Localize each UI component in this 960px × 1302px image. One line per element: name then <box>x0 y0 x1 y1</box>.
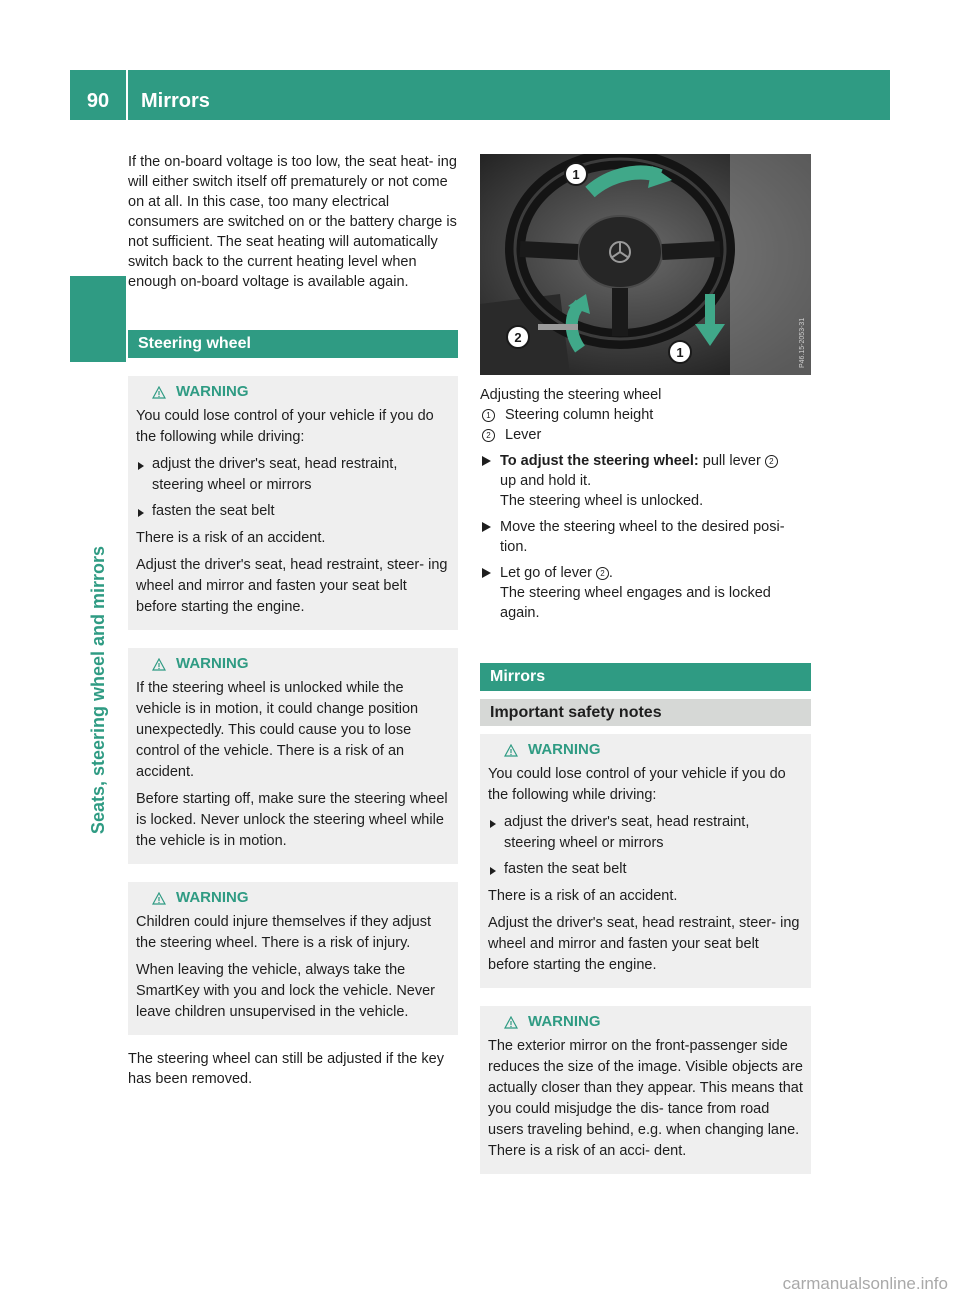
legend-text: Steering column height <box>505 407 654 423</box>
left-column <box>128 152 458 1089</box>
instruction-step <box>480 563 811 623</box>
right-column <box>480 154 811 1174</box>
bullet-item: adjust the driver's seat, head restraint, steering wheel or mirrors <box>488 812 803 854</box>
callout-1-bottom-label: 1 <box>676 345 684 360</box>
warning-triangle-icon <box>152 386 166 399</box>
page-title: Mirrors <box>141 90 210 112</box>
warning-text: Children could injure themselves if they adjust the steering wheel. There is a risk of injury. <box>136 914 431 951</box>
legend-item <box>480 405 811 425</box>
callout-1-top-label: 1 <box>572 167 580 182</box>
warning-text: You could lose control of your vehicle if you do the following while driving: <box>136 408 434 445</box>
warning-bullets <box>488 812 803 880</box>
warning-text: Before starting off, make sure the steering wheel is locked. Never unlock the steering wheel while the vehicle is in motion. <box>136 791 448 849</box>
step-text: Move the steering wheel to the desired posi- tion. <box>500 519 785 555</box>
steering-wheel-illustration <box>480 154 811 375</box>
warning-triangle-icon <box>152 658 166 671</box>
steering-wheel-figure <box>480 154 811 375</box>
chapter-title: Seats, steering wheel and mirrors <box>88 545 108 835</box>
step-heading: To adjust the steering wheel: <box>500 453 699 469</box>
warning-triangle-icon <box>152 892 166 905</box>
warning-triangle-icon <box>504 1016 518 1029</box>
legend-number: 2 <box>482 429 495 442</box>
instruction-step <box>480 451 811 511</box>
warning-header <box>488 740 803 760</box>
subsection-heading-safety: Important safety notes <box>480 699 811 726</box>
bullet-item: fasten the seat belt <box>488 859 803 880</box>
legend-text: Lever <box>505 427 542 443</box>
warning-text: There is a risk of an accident. <box>136 530 326 546</box>
step-text: Let go of lever <box>500 565 596 581</box>
intro-paragraph: If the on-board voltage is too low, the seat heat- ing will either switch itself off prematurely or not come on at all. In this case, too many electrical consumers are switched on or the battery charge is not sufficient. The seat heating will automatically switch back to the current heating level when enough on-board voltage is available again. <box>128 154 457 290</box>
warning-title: WARNING <box>176 889 249 906</box>
section-heading-mirrors: Mirrors <box>480 663 811 691</box>
warning-title: WARNING <box>176 655 249 672</box>
step-text: . <box>608 565 613 581</box>
warning-title: WARNING <box>176 383 249 400</box>
warning-title: WARNING <box>528 741 601 758</box>
warning-title: WARNING <box>528 1013 601 1030</box>
step-arrow-icon <box>482 456 491 466</box>
step-result: The steering wheel is unlocked. <box>500 493 704 509</box>
bullet-item: fasten the seat belt <box>136 501 450 522</box>
warning-triangle-icon <box>504 744 518 757</box>
figure-code: P46.15-2053-31 <box>799 317 806 368</box>
warning-header <box>136 888 450 908</box>
header-divider <box>126 70 128 120</box>
warning-header <box>488 1012 803 1032</box>
step-text: pull lever <box>698 453 765 469</box>
warning-text: There is a risk of an accident. <box>488 888 678 904</box>
section-heading-steering-wheel: Steering wheel <box>128 330 458 358</box>
step-arrow-icon <box>482 568 491 578</box>
inline-number: 2 <box>596 567 609 580</box>
warning-text: Adjust the driver's seat, head restraint, steer- ing wheel and mirror and fasten your seat belt before starting the engine. <box>488 915 800 973</box>
warning-header <box>136 654 450 674</box>
warning-text: If the steering wheel is unlocked while the vehicle is in motion, it could change position unexpectedly. This could cause you to lose control of the vehicle. There is a risk of an accident. <box>136 680 419 780</box>
callout-2-label: 2 <box>514 330 522 345</box>
legend-number: 1 <box>482 409 495 422</box>
step-arrow-icon <box>482 522 491 532</box>
warning-box <box>128 882 458 1035</box>
warning-box <box>480 734 811 988</box>
step-result: The steering wheel engages and is locked again. <box>500 585 771 621</box>
warning-text: The exterior mirror on the front-passenger side reduces the size of the image. Visible objects are actually closer than they appear. This means that you could misjudge the dis- tance from road users traveling behind, e.g. when changing lane. There is a risk of an acci- dent. <box>488 1038 803 1159</box>
warning-text: When leaving the vehicle, always take the SmartKey with you and lock the vehicle. Never leave children unsupervised in the vehicle. <box>136 962 435 1020</box>
step-text: up and hold it. <box>500 473 592 489</box>
warning-text: Adjust the driver's seat, head restraint, steer- ing wheel and mirror and fasten your seat belt before starting the engine. <box>136 557 448 615</box>
bullet-item: adjust the driver's seat, head restraint, steering wheel or mirrors <box>136 454 450 496</box>
side-tab-block <box>70 276 126 362</box>
watermark: carmanualsonline.info <box>782 1274 948 1293</box>
warning-header <box>136 382 450 402</box>
legend-item <box>480 425 811 445</box>
inline-number: 2 <box>765 455 778 468</box>
warning-bullets <box>136 454 450 522</box>
outro-paragraph: The steering wheel can still be adjusted if the key has been removed. <box>128 1051 444 1087</box>
page-number: 90 <box>86 90 110 112</box>
instruction-step <box>480 517 811 557</box>
warning-text: You could lose control of your vehicle if you do the following while driving: <box>488 766 786 803</box>
warning-box <box>480 1006 811 1174</box>
warning-box <box>128 648 458 864</box>
warning-box <box>128 376 458 630</box>
figure-caption: Adjusting the steering wheel <box>480 387 662 403</box>
